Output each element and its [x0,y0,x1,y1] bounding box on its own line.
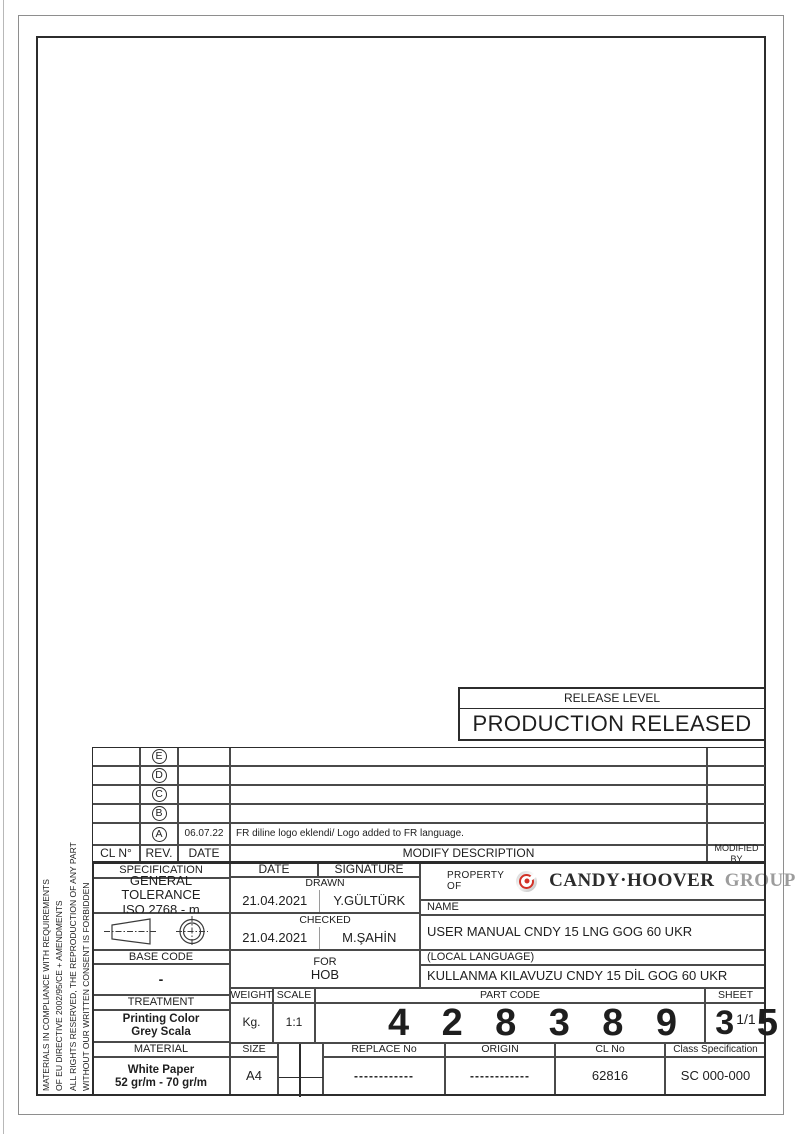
material-value [92,1057,230,1096]
revision-cell [92,747,140,766]
first-angle-projection-icon [100,915,222,948]
name-value: USER MANUAL CNDY 15 LNG GOG 60 UKR [420,915,766,950]
revision-header-clno: CL N° [92,845,140,862]
checked-date: 21.04.2021 [242,929,308,945]
date-column-header: DATE [230,862,318,877]
brand-main-text: CANDY·HOOVER [549,870,715,892]
scale-header: SCALE [273,988,315,1003]
sheet-header: SHEET [705,988,766,1003]
part-code-digit: 2 [441,1001,462,1044]
base-code-value: - [92,964,230,995]
replace-no-value: ------------ [323,1057,445,1096]
weight-value: Kg. [230,1003,273,1043]
revision-cell [92,804,140,823]
treatment-line1: Printing Color [122,1013,200,1026]
sheet-count: 1/1 [736,1011,756,1028]
part-code-digit: 3 [548,1001,569,1044]
checked-label: CHECKED [299,913,351,926]
scan-edge-line [3,0,4,1134]
revision-date: 06.07.22 [184,828,224,840]
revision-rev-cell [140,766,178,785]
material-header: MATERIAL [92,1042,230,1057]
for-cell [230,950,420,988]
drawn-by: Y.GÜLTÜRK [319,890,419,912]
revision-description: FR diline logo eklendi/ Logo added to FR language. [236,828,464,840]
revision-date-cell [178,804,230,823]
scale-value: 1:1 [273,1003,315,1043]
revision-letter-badge: A [152,827,167,842]
class-spec-value: SC 000-000 [665,1057,766,1096]
compliance-line3: ALL RIGHTS RESERVED, THE REPRODUCTION OF ANY PART [68,842,78,1091]
treatment-value [92,1010,230,1042]
revision-rev-cell [140,823,178,845]
property-of-cell [420,862,796,900]
drawn-date: 21.04.2021 [242,892,308,908]
revision-letter-badge: C [152,787,167,802]
revision-modifiedby-cell [707,785,766,804]
specification-header: SPECIFICATION [92,862,230,878]
part-code-header: PART CODE [315,988,705,1003]
class-spec-header: Class Specification [665,1043,766,1057]
revision-description-cell [230,823,707,845]
general-tolerance-cell [92,872,230,917]
part-code-digit: 8 [495,1001,516,1044]
cl-no-value: 62816 [555,1057,665,1096]
brand-wordmark [549,870,796,891]
revision-rev-cell [140,747,178,766]
release-status: PRODUCTION RELEASED [472,711,752,737]
treatment-header: TREATMENT [92,995,230,1010]
revision-modifiedby-cell [707,823,766,845]
revision-modifiedby-cell [707,766,766,785]
revision-header-rev: REV. [140,845,178,862]
candy-icon-dot [524,879,529,884]
format-mini-grid [278,1043,323,1096]
release-level-label: RELEASE LEVEL [460,689,764,709]
revision-rev-cell [140,804,178,823]
treatment-line2: Grey Scala [131,1026,191,1038]
part-code-digit: 4 [388,1001,409,1044]
property-of-label: PROPERTY OF [447,869,505,892]
base-code-header: BASE CODE [92,950,230,964]
revision-modifiedby-cell [707,747,766,766]
signature-column-header: SIGNATURE [318,862,420,877]
checked-row [230,913,420,950]
revision-header-modifiedby: MODIFIED BY [707,845,766,862]
revision-date-cell [178,823,230,845]
brand-suffix-text: GROUP [724,870,796,892]
size-header: SIZE [230,1043,278,1057]
revision-description-cell [230,804,707,823]
material-line2: 52 gr/m - 70 gr/m [114,1076,208,1089]
mini-grid-hline [279,1077,324,1078]
compliance-line4: WITHOUT OUR WRITTEN CONSENT IS FORBIDDEN [81,882,91,1091]
name-header: NAME [420,900,766,915]
material-line1: White Paper [127,1063,195,1076]
candy-brand-icon [516,871,537,892]
revision-letter-badge: E [152,749,167,764]
cl-no-header: CL No [555,1043,665,1057]
release-level-box [458,687,766,741]
revision-rev-cell [140,785,178,804]
checked-by: M.ŞAHİN [319,927,419,949]
origin-header: ORIGIN [445,1043,555,1057]
revision-cell [92,823,140,845]
compliance-note [40,833,92,1091]
mini-grid-vline [299,1044,301,1097]
revision-cell [92,766,140,785]
compliance-line1: MATERIALS IN COMPLIANCE WITH REQUIREMENTS [41,879,51,1091]
for-value: HOB [310,966,340,982]
revision-cell [92,785,140,804]
for-label: FOR [313,955,337,968]
projection-symbol-cell [92,913,230,950]
revision-header-description: MODIFY DESCRIPTION [230,845,707,862]
local-language-header: (LOCAL LANGUAGE) [420,950,766,965]
revision-modifiedby-cell [707,804,766,823]
revision-header-date: DATE [178,845,230,862]
size-value: A4 [230,1057,278,1096]
drawn-row [230,877,420,913]
part-code-digit: 8 [602,1001,623,1044]
part-code-digit: 9 [655,1001,676,1044]
revision-description-cell [230,766,707,785]
compliance-line2: OF EU DIRECTIVE 2002/95/CE + AMENDMENTS [54,900,64,1091]
revision-letter-badge: D [152,768,167,783]
revision-description-cell [230,747,707,766]
part-code-value [315,1003,705,1043]
candy-icon-gap [529,873,536,880]
revision-letter-badge: B [152,806,167,821]
replace-no-header: REPLACE No [323,1043,445,1057]
part-code-overflow-digit: 5 [756,1001,778,1044]
revision-date-cell [178,747,230,766]
general-tolerance-line2: ISO 2768 - m [122,901,200,917]
local-language-value: KULLANMA KILAVUZU CNDY 15 DİL GOG 60 UKR [420,965,766,988]
revision-date-cell [178,766,230,785]
drawn-label: DRAWN [305,877,345,890]
revision-description-cell [230,785,707,804]
part-code-digit-sheet: 3 [715,1003,734,1042]
general-tolerance-line1: GENERAL TOLERANCE [121,872,201,903]
origin-value: ------------ [445,1057,555,1096]
weight-header: WEIGHT [230,988,273,1003]
revision-date-cell [178,785,230,804]
